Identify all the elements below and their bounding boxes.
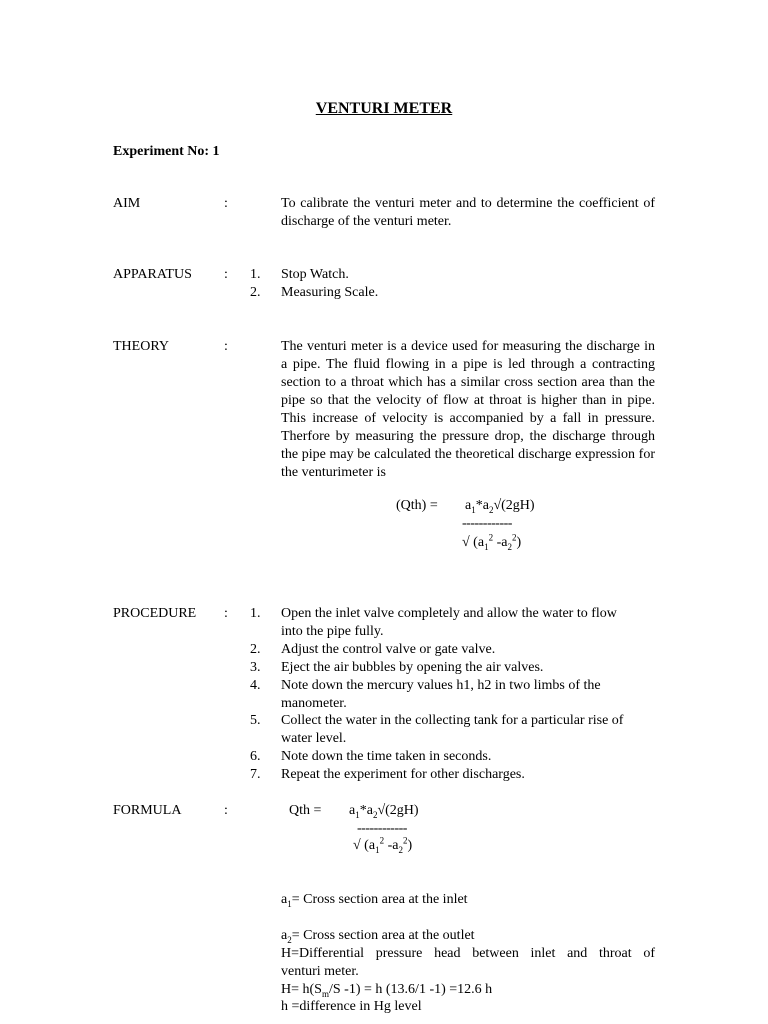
- definition-h-equation: $H= h(S_m/S$ -1) = h (13.6/1 -1) =12.6 h: [281, 982, 493, 999]
- apparatus-item-number: 1.: [250, 267, 261, 282]
- apparatus-label: APPARATUS: [113, 267, 192, 282]
- procedure-step-number: 7.: [250, 767, 261, 782]
- formula-label: FORMULA: [113, 803, 182, 818]
- procedure-step: Repeat the experiment for other discharges.: [281, 767, 525, 782]
- theory-equation-divider: ------------: [462, 516, 512, 531]
- formula-equation-lhs: Qth =: [289, 803, 322, 818]
- definition-a1: $a_1=$ Cross section area at the inlet: [281, 892, 468, 909]
- procedure-step: Adjust the control valve or gate valve.: [281, 642, 496, 657]
- procedure-step: Eject the air bubbles by opening the air valves.: [281, 660, 544, 675]
- page-title: VENTURI METER: [315, 100, 453, 117]
- theory-colon: :: [224, 339, 228, 354]
- procedure-step: Open the inlet valve completely and allow the water to flow: [281, 606, 617, 621]
- procedure-step: water level.: [281, 731, 347, 746]
- procedure-step-number: 6.: [250, 749, 261, 764]
- procedure-step-number: 2.: [250, 642, 261, 657]
- procedure-step-number: 1.: [250, 606, 261, 621]
- formula-equation-numerator: $a_1*a_2√(2gH)$: [349, 803, 419, 820]
- procedure-step: manometer.: [281, 696, 347, 711]
- apparatus-item: Measuring Scale.: [281, 285, 379, 300]
- theory-equation-denominator: √ ($a_1^2$ $-a_2^2$): [462, 532, 522, 552]
- apparatus-colon: :: [224, 267, 228, 282]
- procedure-step: Note down the mercury values h1, h2 in two limbs of the: [281, 678, 601, 693]
- procedure-step: Note down the time taken in seconds.: [281, 749, 492, 764]
- formula-colon: :: [224, 803, 228, 818]
- apparatus-item-number: 2.: [250, 285, 261, 300]
- definition-h-line2: venturi meter.: [281, 964, 359, 979]
- theory-label: THEORY: [113, 339, 169, 354]
- aim-label: AIM: [113, 196, 141, 211]
- apparatus-item: Stop Watch.: [281, 267, 349, 282]
- theory-equation-numerator: $a_1*a_2√(2gH)$: [465, 498, 535, 515]
- definition-h-level: h =difference in Hg level: [281, 999, 422, 1014]
- procedure-step-number: 5.: [250, 713, 261, 728]
- procedure-colon: :: [224, 606, 228, 621]
- theory-equation-lhs: (Qth) =: [396, 498, 438, 513]
- definition-a2: $a_2=$ Cross section area at the outlet: [281, 928, 475, 945]
- formula-equation-denominator: √ ($a_1^2$ $-a_2^2$): [353, 835, 413, 855]
- procedure-step: into the pipe fully.: [281, 624, 384, 639]
- aim-colon: :: [224, 196, 228, 211]
- definition-h-line1: H=Differential pressure head between inlet and throat of: [281, 946, 655, 961]
- procedure-step: Collect the water in the collecting tank for a particular rise of: [281, 713, 624, 728]
- procedure-step-number: 3.: [250, 660, 261, 675]
- theory-text: The venturi meter is a device used for measuring the discharge in a pipe. The fluid flowing in a pipe is led through a contracting section to a throat which has a similar cross section area than the pipe so that the velocity of flow at throat is higher than in pipe. This increase of velocity is accompanied by a fall in pressure. Therfore by measuring the pressure drop, the discharge through the pipe may be calculated the theoretical discharge expression for the venturimeter is: [281, 339, 655, 480]
- procedure-label: PROCEDURE: [113, 606, 197, 621]
- procedure-step-number: 4.: [250, 678, 261, 693]
- experiment-number: Experiment No: 1: [113, 144, 220, 159]
- aim-text: To calibrate the venturi meter and to determine the coefficient of discharge of the venturi meter.: [281, 196, 655, 229]
- formula-equation-divider: ------------: [357, 821, 407, 836]
